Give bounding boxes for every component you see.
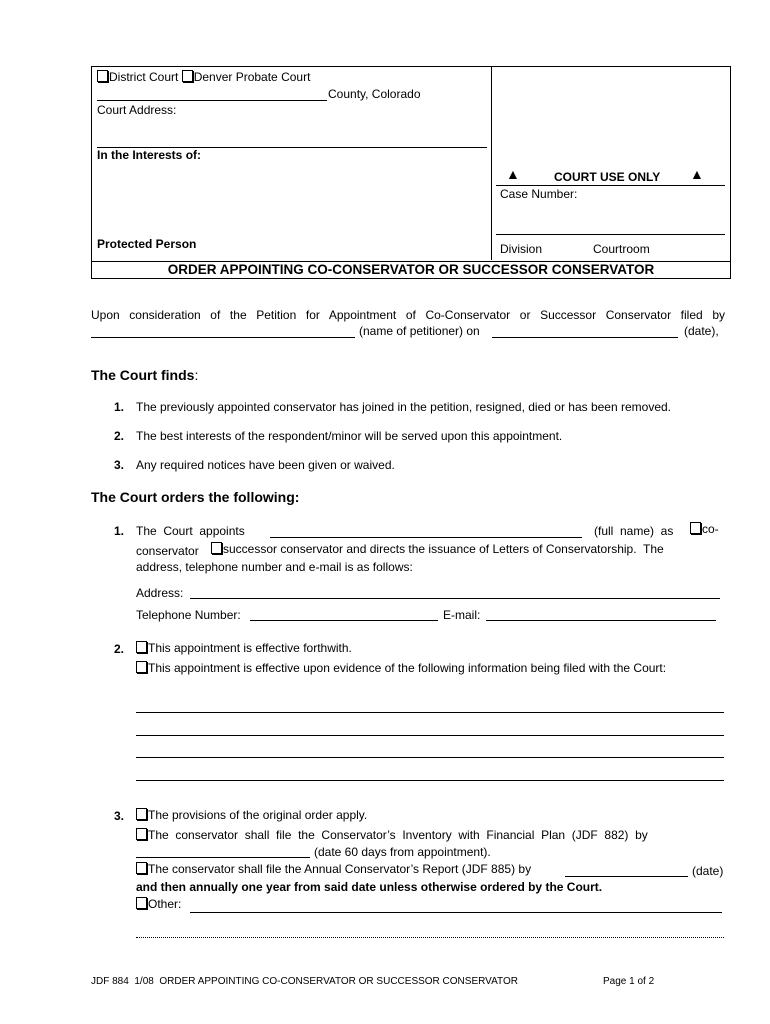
district-court-label: District Court <box>109 70 179 84</box>
upon-evidence-label: This appointment is effective upon evidence of the following information being filed with the Court: <box>148 661 667 675</box>
successor-option <box>211 542 725 557</box>
order-2-num: 2. <box>114 642 125 656</box>
other-field[interactable] <box>190 912 722 913</box>
conservator-text: conservator <box>136 544 199 558</box>
original-order-checkbox[interactable] <box>136 808 147 820</box>
denver-probate-label: Denver Probate Court <box>193 70 311 84</box>
division-label: Division <box>500 242 543 256</box>
court-address-label: Court Address: <box>97 103 177 117</box>
inventory-date-field[interactable] <box>136 857 310 858</box>
contact-intro: address, telephone number and e-mail is as follows: <box>136 560 413 574</box>
finding-1-text: The previously appointed conservator has joined in the petition, resigned, died or has been removed. <box>136 400 672 414</box>
findings-heading-colon: : <box>194 367 199 383</box>
annual-report-label: The conservator shall file the Annual Conservator’s Report (JDF 885) by <box>148 862 532 876</box>
caption-divider <box>491 66 492 260</box>
forthwith-label: This appointment is effective forthwith. <box>148 641 352 655</box>
petitioner-label: (name of petitioner) on <box>359 324 480 338</box>
findings-heading <box>91 367 198 383</box>
full-name-label: (full name) as <box>594 524 674 538</box>
other-line-2[interactable] <box>136 937 724 938</box>
successor-label: successor conservator and directs the issuance of Letters of Conservatorship. The <box>223 542 664 556</box>
annual-report-checkbox[interactable] <box>136 862 147 874</box>
finding-2-num: 2. <box>114 429 125 443</box>
finding-2-text: The best interests of the respondent/minor will be served upon this appointment. <box>136 429 563 443</box>
inventory-label: The conservator shall file the Conservator’s Inventory with Financial Plan (JDF 882) by <box>148 828 648 842</box>
co-conservator-option <box>690 522 719 537</box>
effective-forthwith-option <box>136 641 352 656</box>
petition-date-label: (date), <box>684 324 719 338</box>
district-court-checkbox[interactable] <box>97 70 108 82</box>
protected-person-label: Protected Person <box>97 237 197 251</box>
court-use-separator <box>496 185 725 186</box>
evidence-line-4[interactable] <box>136 780 724 781</box>
finding-3-num: 3. <box>114 458 125 472</box>
evidence-line-1[interactable] <box>136 712 724 713</box>
original-order-option <box>136 808 367 823</box>
effective-upon-evidence-option <box>136 661 666 676</box>
other-label: Other: <box>148 897 182 911</box>
telephone-field[interactable] <box>250 620 438 621</box>
inventory-checkbox[interactable] <box>136 828 147 840</box>
petition-date-field[interactable] <box>492 337 678 338</box>
intro-line-1: Upon consideration of the Petition for Appointment of Co-Conservator or Successor Conservator filed by <box>91 308 725 322</box>
co-label: co- <box>702 522 719 536</box>
evidence-line-3[interactable] <box>136 757 724 758</box>
original-order-label: The provisions of the original order apply. <box>148 808 368 822</box>
appoints-text: The Court appoints <box>136 524 245 538</box>
email-label: E-mail: <box>443 608 481 622</box>
evidence-line-2[interactable] <box>136 735 724 736</box>
finding-1-num: 1. <box>114 400 125 414</box>
orders-heading: The Court orders the following: <box>91 489 300 505</box>
county-field[interactable] <box>97 100 327 101</box>
footer-form-id: JDF 884 1/08 ORDER APPOINTING CO-CONSERVATOR OR SUCCESSOR CONSERVATOR <box>91 976 518 987</box>
inventory-option <box>136 828 726 843</box>
denver-probate-checkbox[interactable] <box>182 70 193 82</box>
court-options <box>97 70 310 85</box>
other-checkbox[interactable] <box>136 897 147 909</box>
annual-report-bold: and then annually one year from said date unless otherwise ordered by the Court. <box>136 880 603 894</box>
other-option <box>136 897 181 912</box>
telephone-label: Telephone Number: <box>136 608 241 622</box>
footer-page: Page 1 of 2 <box>603 976 655 987</box>
co-conservator-checkbox[interactable] <box>690 522 701 534</box>
annual-report-option <box>136 862 531 877</box>
inventory-date-label: (date 60 days from appointment). <box>314 845 491 859</box>
page-title: ORDER APPOINTING CO-CONSERVATOR OR SUCCESSOR CONSERVATOR <box>167 262 655 277</box>
email-field[interactable] <box>486 620 716 621</box>
county-label: County, Colorado <box>328 87 421 101</box>
forthwith-checkbox[interactable] <box>136 641 147 653</box>
annual-report-date-label: (date) <box>692 864 724 878</box>
annual-report-date-field[interactable] <box>565 876 688 877</box>
court-use-only: COURT USE ONLY <box>554 170 661 184</box>
successor-checkbox[interactable] <box>211 542 222 554</box>
order-1-num: 1. <box>114 524 125 538</box>
address-field[interactable] <box>190 598 720 599</box>
case-number-label: Case Number: <box>500 187 578 201</box>
order-3-num: 3. <box>114 809 125 823</box>
petitioner-field[interactable] <box>91 337 355 338</box>
up-arrow-icon: ▲ <box>506 166 520 182</box>
appointee-name-field[interactable] <box>270 537 582 538</box>
up-arrow-icon: ▲ <box>690 166 704 182</box>
address-label: Address: <box>136 586 184 600</box>
upon-evidence-checkbox[interactable] <box>136 661 147 673</box>
findings-heading-text: The Court finds <box>91 367 195 383</box>
interests-label: In the Interests of: <box>97 148 202 162</box>
division-separator <box>496 234 725 235</box>
finding-3-text: Any required notices have been given or waived. <box>136 458 395 472</box>
courtroom-label: Courtroom <box>593 242 650 256</box>
